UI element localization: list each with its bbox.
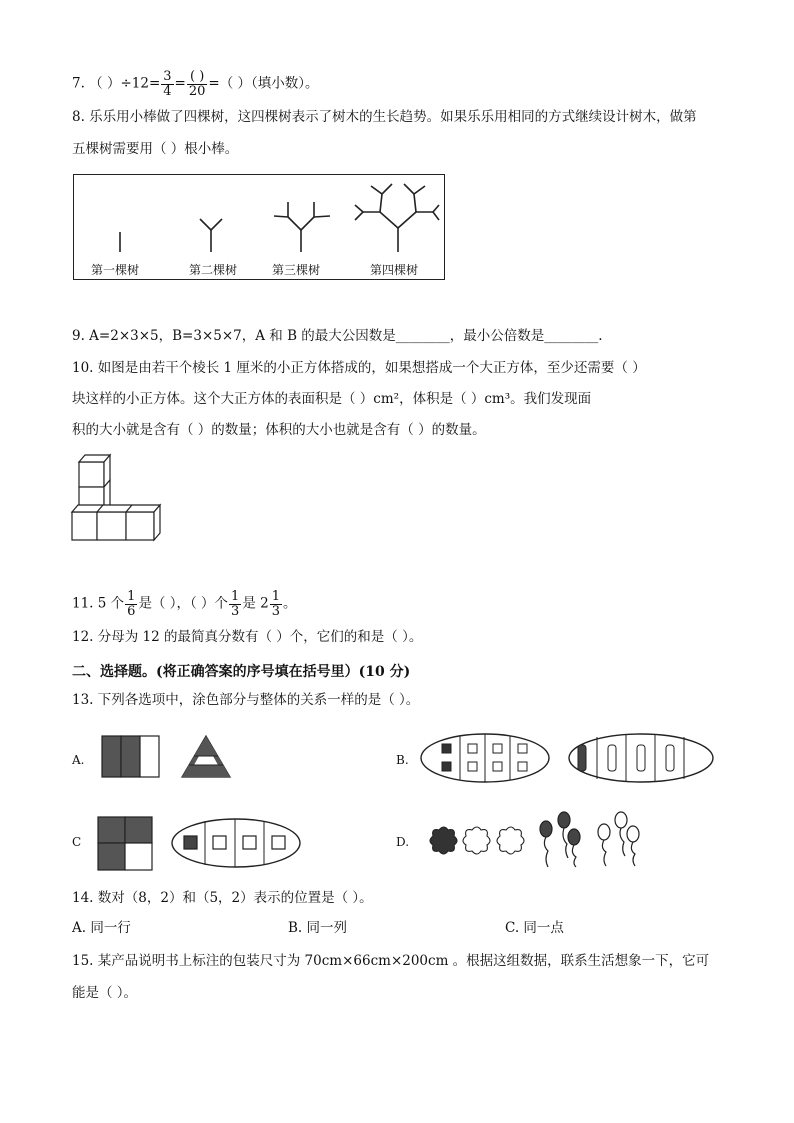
option-a-figures <box>100 734 235 780</box>
tree-caption-3: 第三棵树 <box>272 263 321 277</box>
section-2-title: 二、选择题。(将正确答案的序号填在括号里）(10 分) <box>72 664 411 680</box>
flower-filled-icon <box>430 827 457 854</box>
fraction-mixed-1-3: $\frac{1}{3}$ <box>271 589 280 619</box>
question-12: 12. 分母为 12 的最简真分数有（ ）个，它们的和是（ ）。 <box>72 629 423 645</box>
option-b-figures <box>420 732 720 784</box>
q14-option-c[interactable]: C. 同一点 <box>505 920 564 936</box>
tree-2 <box>200 219 222 252</box>
flower-outline-icon <box>497 827 524 854</box>
fraction-1-6: $\frac{1}{6}$ <box>127 589 136 619</box>
option-b-label[interactable]: B. <box>396 753 409 767</box>
fraction-blank-20: $\frac{( )}{20}$ <box>188 69 206 99</box>
question-7: 7. （ ）÷12= $\frac{3}{4}$ = $\frac{( )}{20}$ =（ ）（填小数）。 <box>72 69 319 99</box>
question-9: 9. A=2×3×5，B=3×5×7，A 和 B 的最大公因数是________，最小公倍数是________. <box>72 328 603 344</box>
tree-caption-1: 第一棵树 <box>91 263 140 277</box>
question-15-line-1: 15. 某产品说明书上标注的包装尺寸为 70cm×66cm×200cm 。根据这组数据，联系生活想象一下，它可 <box>72 953 710 969</box>
balloons-filled <box>540 812 580 867</box>
fraction-3-4: $\frac{3}{4}$ <box>163 69 172 99</box>
q14-option-b[interactable]: B. 同一列 <box>288 920 348 936</box>
question-10-line-1: 10. 如图是由若干个棱长 1 厘米的小正方体搭成的，如果想搭成一个大正方体，至少还需要（ ） <box>72 360 646 376</box>
cube-figure <box>70 452 165 544</box>
question-13: 13. 下列各选项中，涂色部分与整体的关系一样的是（ ）。 <box>72 692 420 708</box>
question-8-line-1: 8. 乐乐用小棒做了四棵树，这四棵树表示了树木的生长趋势。如果乐乐用相同的方式继续设计树木，做第 <box>72 109 697 125</box>
question-11: 11. 5 个 $\frac{1}{6}$ 是（ ），（ ）个 $\frac{1}{3}$ 是 2 $\frac{1}{3}$ 。 <box>72 589 297 619</box>
question-8-line-2: 五棵树需要用（ ）根小棒。 <box>72 141 239 157</box>
tree-caption-4: 第四棵树 <box>370 263 419 277</box>
option-c-label[interactable]: C <box>72 835 82 849</box>
fraction-1-3: $\frac{1}{3}$ <box>231 589 240 619</box>
option-c-figures <box>96 815 306 873</box>
tree-3 <box>274 202 330 252</box>
flower-outline-icon <box>463 827 490 854</box>
balloons-outline <box>598 812 639 866</box>
option-d-figures <box>422 810 652 872</box>
option-d-label[interactable]: D. <box>396 835 410 849</box>
question-15-line-2: 能是（ ）。 <box>72 985 138 1001</box>
tree-caption-2: 第二棵树 <box>189 263 238 277</box>
q14-option-a[interactable]: A. 同一行 <box>72 920 131 936</box>
question-10-line-2: 块这样的小正方体。这个大正方体的表面积是（ ）cm²，体积是（ ）cm³。我们发现面 <box>72 391 592 407</box>
option-a-label[interactable]: A. <box>72 753 85 767</box>
question-10-line-3: 积的大小就是含有（ ）的数量；体积的大小也就是含有（ ）的数量。 <box>72 422 486 438</box>
tree-4 <box>355 184 439 252</box>
question-14: 14. 数对（8，2）和（5，2）表示的位置是（ ）。 <box>72 890 373 906</box>
